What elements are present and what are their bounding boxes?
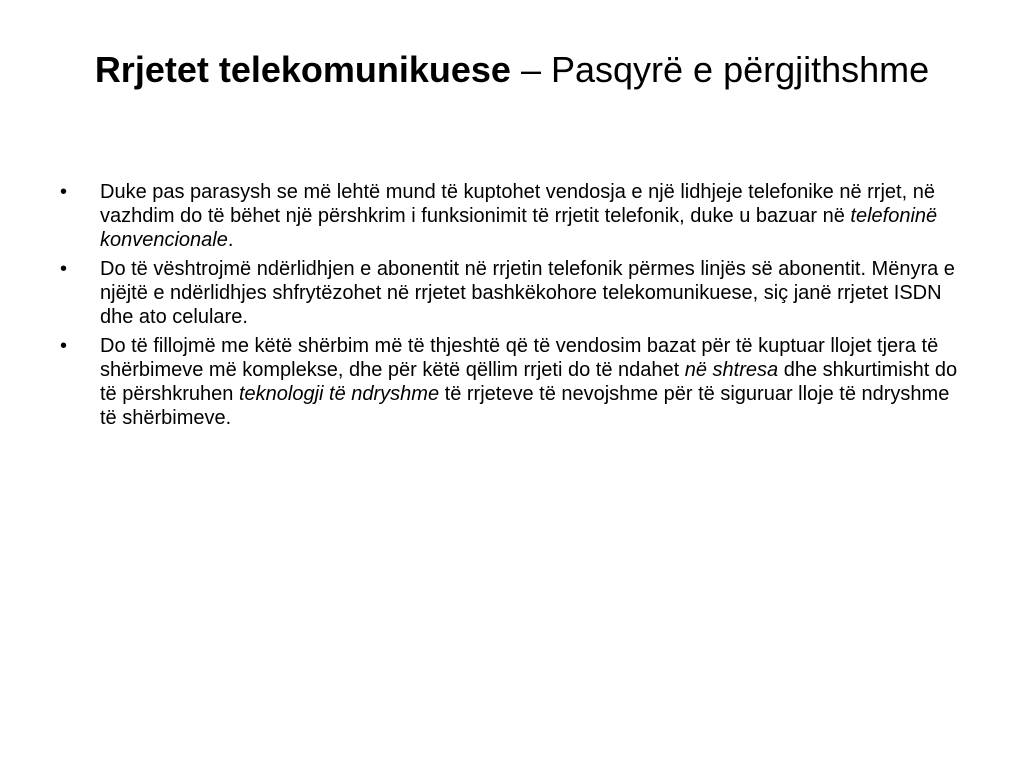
bullet-list [60, 180, 970, 435]
bullet-text [100, 258, 955, 328]
bullet-segment: të rrjeteve të nevojshme për të siguruar lloje të ndryshme të shërbimeve. [100, 383, 950, 429]
bullet-text [100, 181, 937, 251]
bullet-segment-italic: në shtresa [684, 359, 779, 381]
bullet-segment-italic: telefoninë konvencionale [100, 205, 938, 251]
bullet-segment-italic: teknologji të ndryshme [238, 383, 440, 405]
slide-title [80, 48, 944, 92]
bullet-segment: Do të fillojmë me këtë shërbim më të thjeshtë që të vendosim bazat për të kuptuar llojet tjera të shërbimeve më komplekse, dhe për këtë qëllim rrjeti do të ndahet [100, 335, 939, 381]
slide-title-rest: – Pasqyrë e përgjithshme [510, 49, 930, 90]
bullet-segment: dhe shkurtimisht do të përshkruhen [100, 359, 958, 405]
bullet-icon: • [60, 181, 68, 203]
bullet-item [60, 257, 970, 329]
bullet-segment: . [227, 229, 234, 251]
bullet-segment: Duke pas parasysh se më lehtë mund të kuptohet vendosja e një lidhjeje telefonike në rrjet, në vazhdim do të bëhet një përshkrim i funksionimit të rrjetit telefonik, duke u bazuar në [100, 181, 935, 227]
bullet-icon: • [60, 258, 68, 280]
slide-title-bold: Rrjetet telekomunikuese [94, 49, 511, 90]
bullet-segment: Do të vështrojmë ndërlidhjen e abonentit në rrjetin telefonik përmes linjës së abonentit. Mënyra e njëjtë e ndërlidhjes shfrytëzohet në rrjetet bashkëkohore telekomunikuese, siç janë rrjetet ISDN dhe ato celulare. [100, 258, 955, 328]
bullet-text [100, 335, 957, 429]
bullet-item [60, 180, 970, 252]
bullet-item [60, 334, 970, 430]
bullet-icon: • [60, 335, 68, 357]
